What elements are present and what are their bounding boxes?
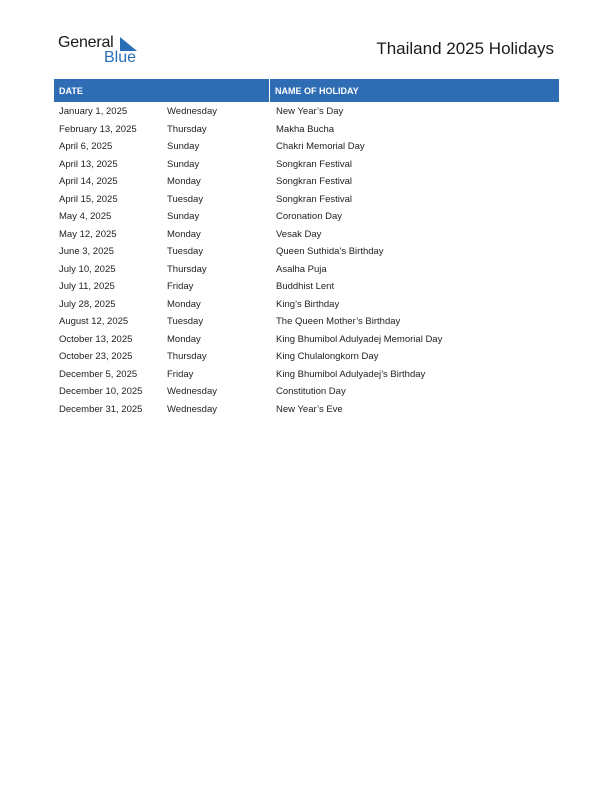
table-row — [54, 156, 559, 174]
table-row — [54, 348, 559, 366]
holiday-date: July 10, 2025 — [59, 263, 116, 275]
holiday-date: October 13, 2025 — [59, 333, 133, 345]
holiday-date: August 12, 2025 — [59, 316, 129, 328]
holiday-date: October 23, 2025 — [59, 351, 133, 363]
table-row — [54, 243, 559, 261]
holiday-date: January 1, 2025 — [59, 106, 128, 118]
holiday-weekday: Thursday — [167, 123, 207, 135]
holiday-date: April 6, 2025 — [59, 141, 113, 153]
holiday-name: New Year’s Day — [276, 106, 344, 118]
table-row — [54, 173, 559, 191]
holiday-weekday: Wednesday — [167, 386, 217, 398]
holiday-weekday: Thursday — [167, 351, 207, 363]
holiday-weekday: Sunday — [167, 141, 200, 153]
table-row — [54, 366, 559, 384]
holiday-weekday: Monday — [167, 228, 201, 240]
holiday-name: Asalha Puja — [276, 263, 327, 275]
holiday-date: June 3, 2025 — [59, 246, 114, 258]
table-row — [54, 331, 559, 349]
holiday-weekday: Tuesday — [167, 316, 204, 328]
holiday-name: Makha Bucha — [276, 123, 335, 135]
holiday-name: King Bhumibol Adulyadej’s Birthday — [276, 368, 426, 380]
table-header — [54, 79, 559, 102]
holiday-date: May 12, 2025 — [59, 228, 117, 240]
header-date: DATE — [59, 85, 83, 96]
table-body — [54, 102, 559, 418]
holiday-name: Buddhist Lent — [276, 281, 335, 293]
holiday-date: December 10, 2025 — [59, 386, 143, 398]
holiday-weekday: Monday — [167, 333, 201, 345]
holiday-weekday: Sunday — [167, 211, 200, 223]
logo-word-blue: Blue — [104, 49, 137, 66]
table-row — [54, 261, 559, 279]
table-row — [54, 401, 559, 419]
holiday-date: April 15, 2025 — [59, 193, 118, 205]
holiday-date: December 31, 2025 — [59, 403, 143, 415]
table-row — [54, 121, 559, 139]
holiday-date: April 14, 2025 — [59, 176, 118, 188]
holiday-name: Constitution Day — [276, 386, 346, 398]
holiday-date: July 28, 2025 — [59, 298, 116, 310]
holiday-name: Songkran Festival — [276, 176, 353, 188]
holiday-date: April 13, 2025 — [59, 158, 118, 170]
holiday-name: King’s Birthday — [276, 298, 340, 310]
holiday-name: Queen Suthida’s Birthday — [276, 246, 384, 258]
table-row — [54, 103, 559, 121]
holiday-weekday: Tuesday — [167, 246, 204, 258]
table-row — [54, 226, 559, 244]
holiday-weekday: Friday — [167, 281, 194, 293]
holiday-name: The Queen Mother’s Birthday — [276, 316, 401, 328]
table-row — [54, 138, 559, 156]
holiday-weekday: Friday — [167, 368, 194, 380]
holiday-date: July 11, 2025 — [59, 281, 115, 293]
holiday-weekday: Monday — [167, 298, 201, 310]
holiday-date: February 13, 2025 — [59, 123, 137, 135]
holiday-name: New Year’s Eve — [276, 403, 343, 415]
holiday-weekday: Tuesday — [167, 193, 204, 205]
holiday-weekday: Thursday — [167, 263, 207, 275]
holiday-name: King Chulalongkorn Day — [276, 351, 379, 363]
holiday-date: December 5, 2025 — [59, 368, 138, 380]
holiday-name: Chakri Memorial Day — [276, 141, 365, 153]
holiday-name: Coronation Day — [276, 211, 343, 223]
holiday-table — [54, 79, 559, 418]
holiday-weekday: Wednesday — [167, 106, 217, 118]
table-row — [54, 208, 559, 226]
table-row — [54, 383, 559, 401]
holiday-name: King Bhumibol Adulyadej Memorial Day — [276, 333, 443, 345]
header-holiday-name: NAME OF HOLIDAY — [275, 85, 359, 96]
brand-logo — [58, 34, 148, 70]
holiday-name: Songkran Festival — [276, 158, 353, 170]
holiday-date: May 4, 2025 — [59, 211, 112, 223]
holiday-name: Vesak Day — [276, 228, 322, 240]
table-row — [54, 191, 559, 209]
holiday-weekday: Sunday — [167, 158, 200, 170]
table-row — [54, 278, 559, 296]
logo-word-general: General — [58, 34, 114, 51]
holiday-name: Songkran Festival — [276, 193, 353, 205]
holiday-weekday: Wednesday — [167, 403, 217, 415]
page-title: Thailand 2025 Holidays — [376, 39, 554, 58]
table-row — [54, 296, 559, 314]
holiday-weekday: Monday — [167, 176, 201, 188]
table-row — [54, 313, 559, 331]
